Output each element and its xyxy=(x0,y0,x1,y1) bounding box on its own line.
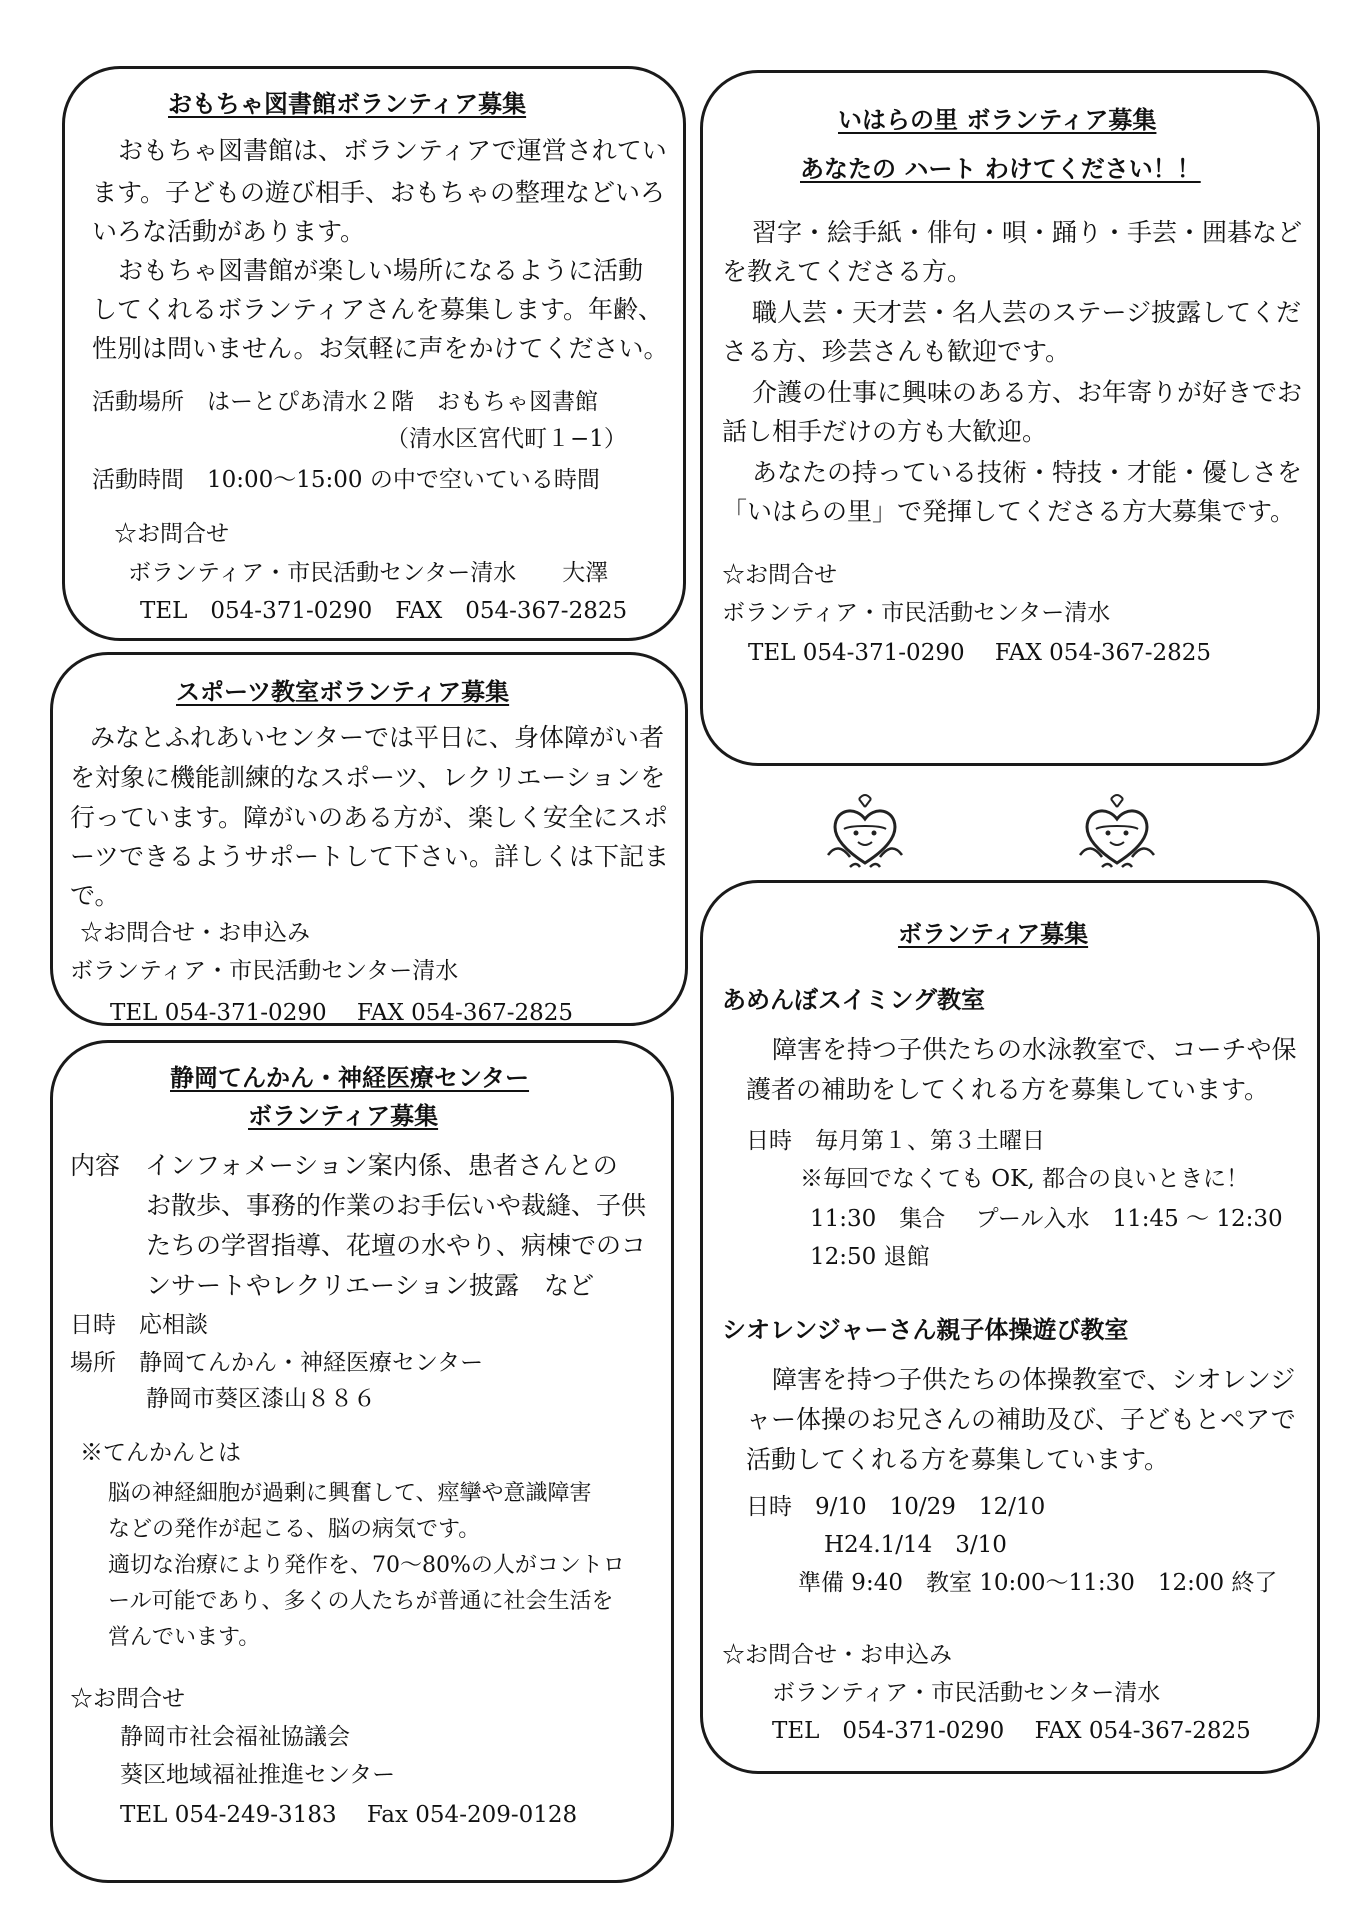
ihara-text: 介護の仕事に興味のある方、お年寄りが好きでお xyxy=(752,378,1303,407)
toy-library-contact-org: ボランティア・市民活動センター清水 大澤 xyxy=(128,560,609,586)
sports-text: で。 xyxy=(70,881,120,910)
toy-library-title: おもちゃ図書館ボランティア募集 xyxy=(168,90,527,118)
swimming-schedule: 12:50 退館 xyxy=(810,1244,930,1270)
sports-contact-phone: TEL 054-371-0290 FAX 054-367-2825 xyxy=(110,1000,574,1026)
sports-contact-label: ☆お問合せ・お申込み xyxy=(80,920,310,946)
volunteer-contact-org: ボランティア・市民活動センター清水 xyxy=(772,1680,1161,1706)
ihara-text: 職人芸・天才芸・名人芸のステージ披露してくだ xyxy=(752,298,1302,327)
sports-text: みなとふれあいセンターでは平日に、身体障がい者 xyxy=(90,723,665,752)
ihara-contact-phone: TEL 054-371-0290 FAX 054-367-2825 xyxy=(748,640,1212,666)
epilepsy-contact-org: 静岡市社会福祉協議会 xyxy=(120,1724,350,1750)
gym-schedule: 準備 9:40 教室 10:00〜11:30 12:00 終了 xyxy=(798,1570,1278,1596)
ihara-subtitle: あなたの ハート わけてください！！ xyxy=(800,155,1201,183)
epilepsy-date: 日時 応相談 xyxy=(70,1312,208,1338)
epilepsy-contact-org: 葵区地域福祉推進センター xyxy=(120,1762,396,1788)
epilepsy-address: 静岡市葵区漆山８８６ xyxy=(146,1386,376,1412)
epilepsy-note: 適切な治療により発作を、70〜80%の人がコントロ xyxy=(108,1553,625,1578)
epilepsy-note: ール可能であり、多くの人たちが普通に社会生活を xyxy=(108,1589,614,1614)
toy-library-text: してくれるボランティアさんを募集します。年齢、 xyxy=(92,295,664,324)
ihara-text: 話し相手だけの方も大歓迎。 xyxy=(722,417,1048,446)
toy-library-hours: 活動時間 10:00〜15:00 の中で空いている時間 xyxy=(92,467,600,493)
swimming-text: 障害を持つ子供たちの水泳教室で、コーチや保 xyxy=(772,1035,1297,1064)
toy-library-contact-phone: TEL 054-371-0290 FAX 054-367-2825 xyxy=(140,598,628,624)
gym-class-heading: シオレンジャーさん親子体操遊び教室 xyxy=(722,1316,1129,1344)
epilepsy-contact-phone: TEL 054-249-3183 Fax 054-209-0128 xyxy=(120,1802,578,1828)
sports-contact-org: ボランティア・市民活動センター清水 xyxy=(70,958,459,984)
heart-mascot-icon xyxy=(820,785,910,875)
epilepsy-note-label: ※てんかんとは xyxy=(80,1440,241,1466)
ihara-text: を教えてくださる方。 xyxy=(722,257,973,286)
swimming-schedule: 11:30 集合 プール入水 11:45 〜 12:30 xyxy=(810,1206,1283,1232)
toy-library-place: 活動場所 はーとぴあ清水２階 おもちゃ図書館 xyxy=(92,389,598,415)
epilepsy-content: たちの学習指導、花壇の水やり、病棟でのコ xyxy=(146,1231,647,1260)
sports-text: 行っています。障がいのある方が、楽しく安全にスポ xyxy=(70,803,669,832)
swimming-class-heading: あめんぼスイミング教室 xyxy=(722,986,986,1014)
epilepsy-contact-label: ☆お問合せ xyxy=(70,1686,185,1712)
gym-text: 障害を持つ子供たちの体操教室で、シオレンジ xyxy=(772,1365,1296,1394)
gym-date: H24.1/14 3/10 xyxy=(824,1532,1007,1558)
toy-library-contact-label: ☆お問合せ xyxy=(114,521,229,547)
gym-text: ャー体操のお兄さんの補助及び、子どもとペアで xyxy=(746,1405,1296,1434)
swimming-date: 日時 毎月第１、第３土曜日 xyxy=(746,1128,1045,1154)
epilepsy-note: などの発作が起こる、脳の病気です。 xyxy=(108,1517,481,1542)
volunteer-contact-phone: TEL 054-371-0290 FAX 054-367-2825 xyxy=(772,1718,1251,1744)
ihara-contact-org: ボランティア・市民活動センター清水 xyxy=(722,600,1111,626)
epilepsy-content: お散歩、事務的作業のお手伝いや裁縫、子供 xyxy=(146,1191,647,1220)
ihara-text: さる方、珍芸さんも歓迎です。 xyxy=(722,337,1071,366)
ihara-text: 習字・絵手紙・俳句・唄・踊り・手芸・囲碁など xyxy=(752,218,1303,247)
heart-mascot-icon xyxy=(1072,785,1162,875)
sports-title: スポーツ教室ボランティア募集 xyxy=(176,678,510,706)
toy-library-text: 性別は問いません。お気軽に声をかけてください。 xyxy=(92,334,669,363)
sports-text: ーツできるようサポートして下さい。詳しくは下記ま xyxy=(70,842,670,871)
gym-text: 活動してくれる方を募集しています。 xyxy=(746,1445,1170,1474)
ihara-text: 「いはらの里」で発揮してくださる方大募集です。 xyxy=(722,497,1296,526)
ihara-title: いはらの里 ボランティア募集 xyxy=(838,106,1157,134)
toy-library-text: いろな活動があります。 xyxy=(92,217,366,246)
toy-library-text: ます。子どもの遊び相手、おもちゃの整理などいろ xyxy=(92,178,666,207)
volunteer-title: ボランティア募集 xyxy=(898,920,1089,948)
epilepsy-center-subtitle: ボランティア募集 xyxy=(248,1102,439,1130)
epilepsy-note: 脳の神経細胞が過剰に興奮して、痙攣や意識障害 xyxy=(108,1481,592,1506)
toy-library-address: （清水区宮代町１−1） xyxy=(386,426,627,452)
swimming-note: ※毎回でなくても OK, 都合の良いときに！ xyxy=(800,1166,1249,1192)
volunteer-contact-label: ☆お問合せ・お申込み xyxy=(722,1642,952,1668)
toy-library-text: おもちゃ図書館が楽しい場所になるように活動 xyxy=(118,256,644,285)
epilepsy-center-title: 静岡てんかん・神経医療センター xyxy=(170,1064,530,1092)
epilepsy-content: 内容 インフォメーション案内係、患者さんとの xyxy=(70,1151,618,1180)
swimming-text: 護者の補助をしてくれる方を募集しています。 xyxy=(746,1075,1270,1104)
ihara-text: あなたの持っている技術・特技・才能・優しさを xyxy=(752,458,1303,487)
epilepsy-place: 場所 静岡てんかん・神経医療センター xyxy=(70,1350,484,1376)
ihara-contact-label: ☆お問合せ xyxy=(722,562,837,588)
sports-text: を対象に機能訓練的なスポーツ、レクリエーションを xyxy=(70,763,666,792)
epilepsy-content: ンサートやレクリエーション披露 など xyxy=(146,1271,595,1300)
epilepsy-note: 営んでいます。 xyxy=(108,1625,261,1650)
gym-date: 日時 9/10 10/29 12/10 xyxy=(746,1494,1046,1520)
toy-library-text: おもちゃ図書館は、ボランティアで運営されてい xyxy=(118,136,667,165)
